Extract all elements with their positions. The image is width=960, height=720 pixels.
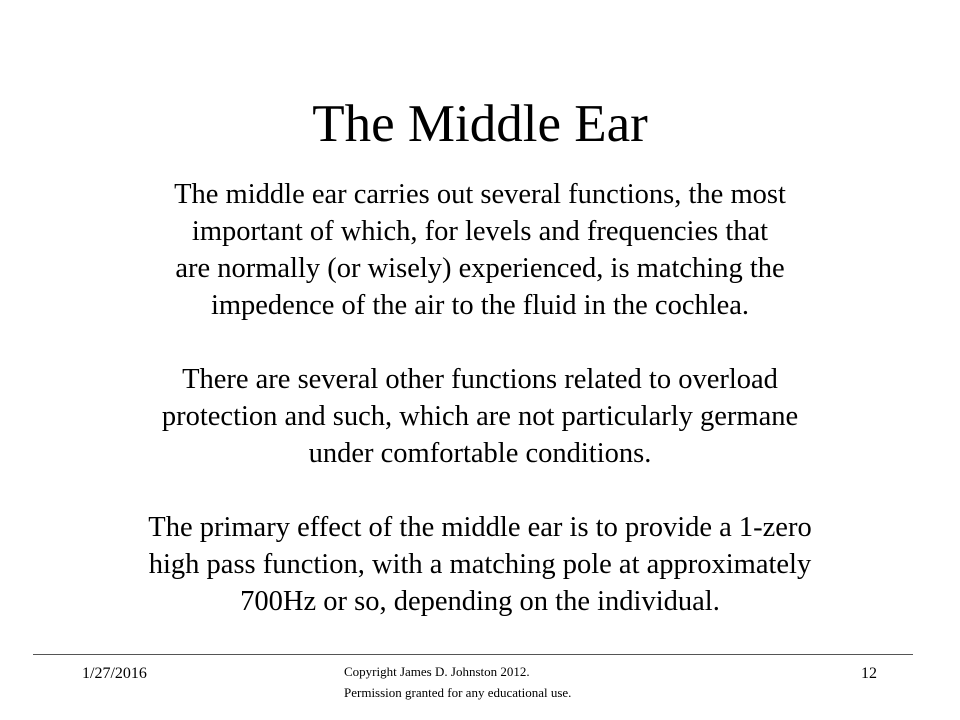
permission-line: Permission granted for any educational use. [344, 685, 572, 700]
paragraph-high-pass-function [60, 509, 900, 620]
footer-copyright [344, 661, 571, 703]
page-number: 12 [861, 665, 877, 682]
body-line: The middle ear carries out several functions, the most [174, 179, 786, 210]
paragraph-impedance-matching [60, 176, 900, 324]
paragraph-spacer [60, 324, 900, 361]
footer-date: 1/27/2016 [82, 665, 147, 682]
slide-title: The Middle Ear [312, 95, 648, 153]
body-line: 700Hz or so, depending on the individual. [240, 586, 720, 617]
body-line: high pass function, with a matching pole at approximately [148, 549, 812, 580]
body-line: important of which, for levels and frequencies that [191, 216, 769, 247]
slide-body [60, 176, 900, 620]
body-line: protection and such, which are not particularly germane [161, 401, 799, 432]
paragraph-spacer [60, 472, 900, 509]
body-line: under comfortable conditions. [308, 438, 652, 469]
footer-divider [33, 654, 913, 655]
copyright-line: Copyright James D. Johnston 2012. [344, 664, 530, 679]
body-line: The primary effect of the middle ear is to provide a 1-zero [148, 512, 812, 543]
body-line: are normally (or wisely) experienced, is matching the [175, 253, 785, 284]
body-line: impedence of the air to the fluid in the cochlea. [210, 290, 750, 321]
paragraph-overload-protection [60, 361, 900, 472]
body-line: There are several other functions related to overload [182, 364, 778, 395]
